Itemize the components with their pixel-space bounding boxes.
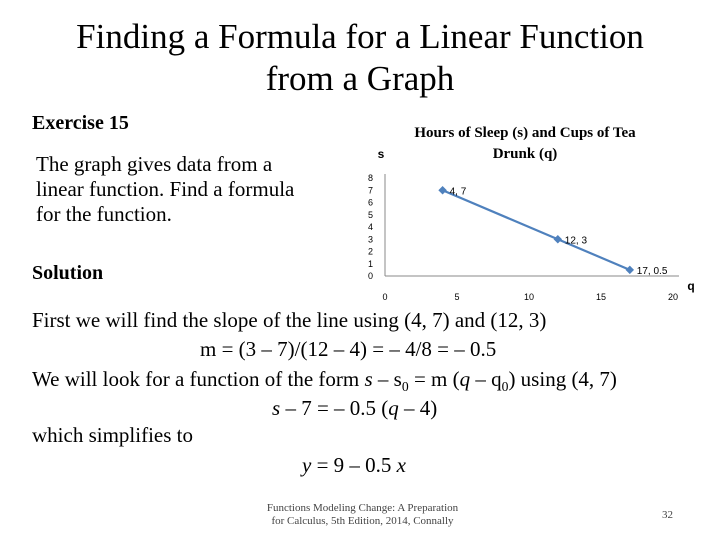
y-tick-label: 2 [367, 246, 373, 257]
y-tick-label: 1 [367, 258, 373, 269]
step2-text [32, 367, 617, 399]
exercise-prompt [36, 152, 294, 227]
data-point [626, 266, 634, 274]
footer-citation [240, 502, 485, 528]
slope-equation: m = (3 – 7)/(12 – 4) = – 4/8 = – 0.5 [200, 337, 497, 361]
equation-2 [272, 396, 437, 421]
step2-mid1: – s [372, 367, 402, 391]
prompt-line1: The graph gives data from a [36, 152, 273, 176]
step2-q: q [459, 367, 471, 391]
chart [355, 140, 705, 310]
data-point [438, 186, 446, 194]
eq2-q: q [388, 396, 399, 420]
final-equation [302, 453, 406, 478]
data-point-label: 4, 7 [449, 186, 467, 198]
prompt-line2: linear function. Find a formula [36, 177, 295, 201]
y-tick-label: 8 [367, 173, 373, 183]
step2-sub0b: 0 [501, 379, 509, 395]
step2-s: s [364, 367, 373, 391]
x-axis-label: q [687, 279, 695, 293]
y-tick-label: 6 [367, 197, 373, 208]
footer-line1: Functions Modeling Change: A Preparation [266, 502, 459, 514]
data-point-label: 12, 3 [564, 235, 588, 247]
y-axis-label: s [377, 147, 385, 161]
data-point [554, 235, 562, 243]
simplifies-text: which simplifies to [32, 423, 193, 447]
x-tick-label: 5 [454, 292, 460, 302]
slide-title-line1: Finding a Formula for a Linear Function [76, 17, 644, 56]
y-tick-label: 4 [367, 222, 373, 232]
prompt-line3: for the function. [36, 202, 172, 226]
step2-mid2: = m ( [408, 367, 460, 391]
y-tick-label: 5 [367, 209, 373, 220]
slide-title-line2: from a Graph [265, 59, 455, 98]
page-number: 32 [662, 509, 673, 521]
final-x: x [396, 453, 406, 477]
final-mid: = 9 – 0.5 [311, 453, 397, 477]
y-tick-label: 3 [367, 234, 373, 245]
step2-post: ) using (4, 7) [508, 367, 617, 391]
eq2-mid: – 7 = – 0.5 ( [280, 396, 389, 420]
exercise-heading: Exercise 15 [32, 112, 129, 134]
y-tick-label: 0 [367, 271, 373, 281]
x-tick-label: 10 [523, 292, 535, 302]
eq2-s: s [272, 396, 281, 420]
chart-title: Hours of Sleep (s) and Cups of Tea Drunk (q) [414, 125, 636, 162]
slide-title [0, 16, 720, 100]
step1-text: First we will find the slope of the line using (4, 7) and (12, 3) [32, 308, 547, 332]
x-tick-label: 0 [382, 292, 388, 302]
series-line [443, 190, 630, 270]
step2-pre: We will look for a function of the form [32, 367, 365, 391]
x-tick-label: 20 [667, 292, 679, 302]
y-tick-label: 7 [367, 185, 373, 196]
final-y: y [302, 453, 312, 477]
footer-line2: for Calculus, 5th Edition, 2014, Connally [271, 515, 454, 527]
x-tick-label: 15 [595, 292, 607, 302]
data-point-label: 17, 0.5 [636, 265, 668, 277]
step2-mid3: – q [470, 367, 502, 391]
step2-sub0a: 0 [401, 379, 409, 395]
solution-heading: Solution [32, 262, 104, 284]
eq2-post: – 4) [398, 396, 438, 420]
